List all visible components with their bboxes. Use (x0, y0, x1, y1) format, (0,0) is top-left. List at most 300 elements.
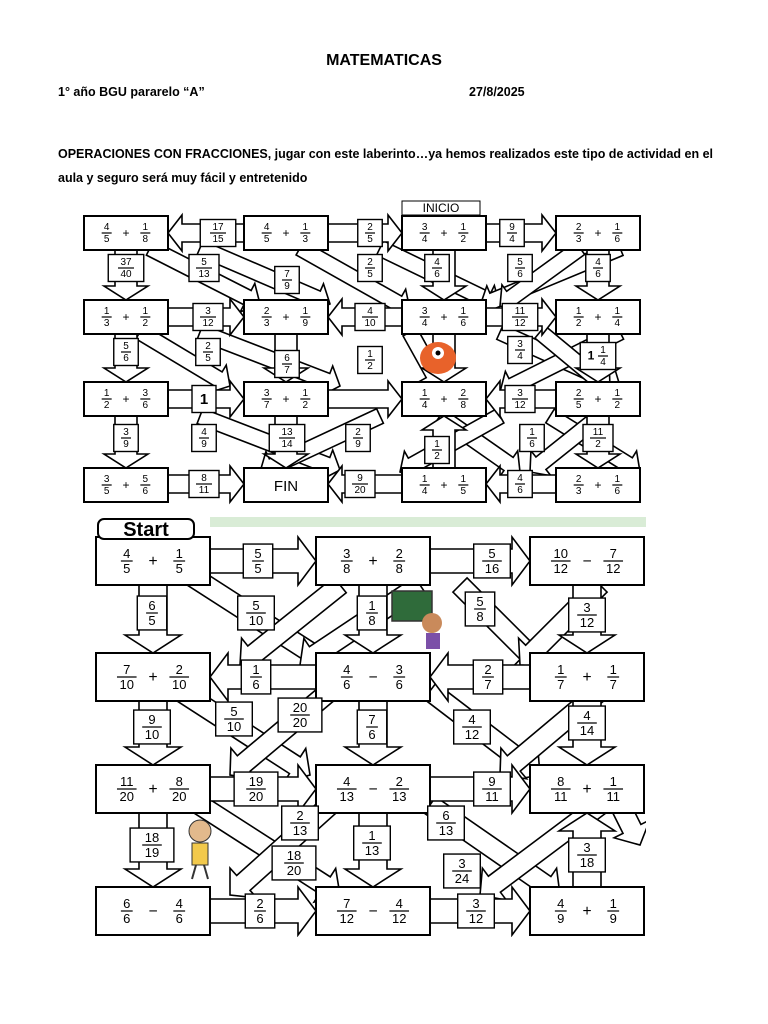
denominator: 6 (142, 486, 149, 497)
denominator: 12 (202, 318, 214, 329)
operator-sign: + (440, 477, 448, 492)
denominator: 13 (364, 843, 380, 858)
denominator: 13 (339, 789, 355, 804)
numerator: 3 (517, 339, 523, 350)
numerator: 3 (583, 840, 591, 855)
numerator: 4 (175, 896, 183, 911)
answer-box (238, 596, 275, 630)
denominator: 2 (595, 439, 601, 450)
answer-box (216, 702, 253, 736)
numerator: 1 (368, 598, 376, 613)
student-leg (192, 865, 196, 879)
operator-sign: + (440, 309, 448, 324)
date-label: 27/8/2025 (469, 85, 525, 99)
operation-box (96, 887, 210, 935)
operation-box (84, 216, 168, 250)
answer-value: 1 (199, 391, 209, 408)
denominator: 8 (142, 234, 149, 245)
operation-box (316, 653, 430, 701)
start-label: Start (123, 519, 169, 541)
numerator: 1 (609, 662, 617, 677)
answer-box (137, 596, 166, 630)
denominator: 10 (171, 677, 187, 692)
numerator: 1 (529, 427, 535, 438)
numerator: 4 (517, 473, 523, 484)
operation-box (84, 300, 168, 334)
denominator: 5 (263, 234, 270, 245)
answer-box (444, 854, 481, 888)
denominator: 8 (460, 400, 467, 411)
answer-box (200, 220, 236, 247)
denominator: 20 (292, 715, 308, 730)
answer-box (454, 710, 491, 744)
answer-box (282, 806, 319, 840)
answer-box (345, 471, 375, 498)
numerator: 5 (142, 474, 149, 485)
denominator: 18 (579, 855, 595, 870)
numerator: 4 (343, 774, 351, 789)
denominator: 12 (464, 727, 480, 742)
answer-box (278, 698, 322, 732)
denominator: 12 (553, 561, 569, 576)
numerator: 1 (142, 222, 149, 233)
numerator: 5 (488, 546, 496, 561)
denominator: 4 (614, 318, 621, 329)
answer-box (473, 660, 502, 694)
numerator: 2 (460, 388, 467, 399)
numerator: 5 (476, 594, 484, 609)
denominator: 10 (144, 727, 160, 742)
operator-sign: + (440, 225, 448, 240)
operator-sign: − (582, 552, 592, 570)
numerator: 8 (175, 774, 183, 789)
denominator: 10 (119, 677, 135, 692)
denominator: 8 (343, 561, 351, 576)
answer-box (508, 337, 533, 364)
answer-box (580, 343, 616, 370)
answer-box (192, 386, 216, 413)
denominator: 9 (557, 911, 565, 926)
denominator: 11 (554, 789, 568, 804)
numerator: 1 (434, 439, 440, 450)
answer-box (502, 304, 538, 331)
denominator: 7 (609, 677, 617, 692)
denominator: 6 (123, 353, 129, 364)
answer-box (192, 425, 217, 452)
numerator: 1 (302, 388, 309, 399)
numerator: 3 (517, 388, 523, 399)
operation-box (402, 382, 486, 416)
numerator: 5 (517, 257, 523, 268)
numerator: 3 (205, 306, 211, 317)
numerator: 2 (355, 427, 361, 438)
denominator: 10 (364, 318, 376, 329)
denominator: 9 (302, 318, 309, 329)
instructions-text: OPERACIONES CON FRACCIONES, jugar con este laberinto…ya hemos realizados este tipo de actividad en el aula y seguro será muy fácil y entretenido (58, 147, 714, 185)
denominator: 4 (509, 234, 515, 245)
numerator: 10 (553, 546, 569, 561)
numerator: 1 (421, 388, 428, 399)
numerator: 7 (284, 269, 290, 280)
numerator: 5 (230, 704, 238, 719)
denominator: 5 (367, 269, 373, 280)
numerator: 4 (468, 712, 476, 727)
answer-box (425, 437, 450, 464)
answer-box (569, 838, 606, 872)
answer-box (358, 220, 383, 247)
answer-box (358, 255, 383, 282)
course-label: 1° año BGU pararelo “A” (58, 85, 205, 99)
teacher-body (426, 633, 440, 649)
operator-sign: − (368, 902, 378, 920)
denominator: 4 (421, 400, 428, 411)
student-leg (204, 865, 208, 879)
operation-box (96, 653, 210, 701)
denominator: 6 (434, 269, 440, 280)
denominator: 12 (579, 615, 595, 630)
denominator: 14 (281, 439, 293, 450)
numerator: 13 (281, 427, 293, 438)
operation-box (402, 216, 486, 250)
answer-box (569, 706, 606, 740)
answer-box (272, 846, 316, 880)
answer-box (108, 255, 144, 282)
operation-box (96, 537, 210, 585)
numerator: 8 (557, 774, 565, 789)
numerator: 19 (248, 774, 264, 789)
answer-box (583, 425, 613, 452)
operator-sign: − (368, 668, 378, 686)
denominator: 6 (142, 400, 149, 411)
finish-box (244, 468, 328, 502)
denominator: 5 (175, 561, 183, 576)
answer-box (355, 304, 385, 331)
operation-box (530, 537, 644, 585)
operator-sign: + (282, 309, 290, 324)
numerator: 2 (367, 222, 373, 233)
numerator: 4 (367, 306, 373, 317)
denominator: 3 (263, 318, 270, 329)
denominator: 3 (103, 318, 110, 329)
operator-sign: + (148, 668, 158, 686)
denominator: 13 (198, 269, 210, 280)
denominator: 2 (142, 318, 149, 329)
numerator: 2 (175, 662, 183, 677)
denominator: 16 (484, 561, 500, 576)
operation-box (530, 765, 644, 813)
denominator: 2 (367, 361, 373, 372)
numerator: 3 (395, 662, 403, 677)
numerator: 2 (575, 388, 582, 399)
denominator: 12 (339, 911, 355, 926)
answer-box (358, 347, 383, 374)
numerator: 4 (103, 222, 110, 233)
answer-box (474, 544, 511, 578)
operator-sign: + (594, 225, 602, 240)
denominator: 2 (614, 400, 621, 411)
denominator: 6 (517, 485, 523, 496)
denominator: 8 (395, 561, 403, 576)
numerator: 2 (575, 474, 582, 485)
numerator: 3 (142, 388, 149, 399)
numerator: 9 (357, 473, 363, 484)
denominator: 7 (263, 400, 270, 411)
finish-label: FIN (273, 478, 299, 495)
numerator: 3 (343, 546, 351, 561)
operation-box (244, 300, 328, 334)
denominator: 10 (226, 719, 242, 734)
denominator: 9 (284, 281, 290, 292)
numerator: 3 (103, 474, 110, 485)
answer-box (134, 710, 171, 744)
denominator: 6 (256, 911, 264, 926)
answer-box (114, 425, 139, 452)
answer-box (586, 255, 611, 282)
operator-sign: + (148, 552, 158, 570)
operator-sign: + (594, 477, 602, 492)
denominator: 6 (614, 234, 621, 245)
denominator: 12 (468, 911, 484, 926)
denominator: 5 (575, 400, 582, 411)
start-label: INICIO (422, 201, 460, 215)
answer-box (346, 425, 371, 452)
numerator: 2 (296, 808, 304, 823)
teacher-head (422, 613, 442, 633)
numerator: 1 (600, 345, 606, 356)
denominator: 7 (557, 677, 565, 692)
numerator: 7 (368, 712, 376, 727)
operator-sign: + (582, 668, 592, 686)
answer-box (428, 806, 465, 840)
denominator: 6 (529, 439, 535, 450)
numerator: 1 (614, 388, 621, 399)
numerator: 1 (302, 306, 309, 317)
teacher-chalkboard-icon (392, 591, 442, 649)
operator-sign: + (122, 391, 130, 406)
operation-box (316, 537, 430, 585)
numerator: 37 (120, 257, 132, 268)
denominator: 10 (248, 613, 264, 628)
start-label-box (402, 201, 480, 215)
numerator: 1 (252, 662, 260, 677)
denominator: 4 (421, 234, 428, 245)
denominator: 2 (434, 451, 440, 462)
denominator: 11 (198, 485, 210, 496)
denominator: 9 (609, 911, 617, 926)
denominator: 9 (123, 439, 129, 450)
operator-sign: + (440, 391, 448, 406)
numerator: 1 (302, 222, 309, 233)
denominator: 12 (514, 400, 526, 411)
student-head (189, 820, 211, 842)
numerator: 9 (488, 774, 496, 789)
answer-box (357, 596, 386, 630)
answer-box (269, 425, 305, 452)
numerator: 18 (286, 848, 302, 863)
operation-box (556, 468, 640, 502)
denominator: 6 (517, 269, 523, 280)
numerator: 2 (484, 662, 492, 677)
numerator: 1 (103, 388, 110, 399)
answer-box (465, 592, 494, 626)
numerator: 1 (460, 306, 467, 317)
denominator: 20 (119, 789, 135, 804)
fraction-maze-inicio (80, 200, 644, 508)
numerator: 4 (395, 896, 403, 911)
answer-box (234, 772, 278, 806)
denominator: 6 (123, 911, 131, 926)
numerator: 1 (103, 306, 110, 317)
numerator: 4 (434, 257, 440, 268)
operator-sign: + (594, 309, 602, 324)
answer-box (275, 351, 300, 378)
denominator: 5 (254, 561, 262, 576)
numerator: 1 (368, 828, 376, 843)
operator-sign: + (582, 902, 592, 920)
numerator: 7 (343, 896, 351, 911)
denominator: 13 (292, 823, 308, 838)
operation-box (316, 765, 430, 813)
denominator: 40 (120, 269, 132, 280)
numerator: 5 (252, 598, 260, 613)
denominator: 6 (460, 318, 467, 329)
denominator: 5 (148, 613, 156, 628)
numerator: 5 (123, 341, 129, 352)
denominator: 14 (579, 723, 595, 738)
denominator: 12 (605, 561, 621, 576)
numerator: 1 (609, 896, 617, 911)
numerator: 11 (514, 306, 526, 317)
denominator: 24 (454, 871, 470, 886)
denominator: 5 (103, 486, 110, 497)
answer-box (354, 826, 391, 860)
numerator: 1 (460, 222, 467, 233)
denominator: 8 (368, 613, 376, 628)
numerator: 3 (458, 856, 466, 871)
answer-box (189, 471, 219, 498)
denominator: 5 (123, 561, 131, 576)
denominator: 4 (421, 486, 428, 497)
operation-box (244, 382, 328, 416)
operation-box (402, 468, 486, 502)
denominator: 15 (212, 234, 224, 245)
numerator: 2 (205, 341, 211, 352)
denominator: 6 (595, 269, 601, 280)
numerator: 5 (201, 257, 207, 268)
denominator: 2 (575, 318, 582, 329)
denominator: 5 (103, 234, 110, 245)
answer-box (458, 894, 495, 928)
numerator: 1 (421, 474, 428, 485)
student-body (192, 843, 208, 865)
operation-box (96, 765, 210, 813)
operation-box (84, 382, 168, 416)
answer-box (130, 828, 174, 862)
denominator: 2 (460, 234, 467, 245)
numerator: 8 (201, 473, 207, 484)
numerator: 9 (148, 712, 156, 727)
answer-box (196, 339, 221, 366)
denominator: 12 (514, 318, 526, 329)
denominator: 13 (391, 789, 407, 804)
numerator: 1 (614, 306, 621, 317)
operator-sign: + (582, 780, 592, 798)
operation-box (530, 887, 644, 935)
numerator: 7 (123, 662, 131, 677)
numerator: 4 (263, 222, 270, 233)
start-banner (98, 519, 194, 541)
numerator: 1 (609, 774, 617, 789)
denominator: 3 (302, 234, 309, 245)
denominator: 7 (484, 677, 492, 692)
answer-box (357, 710, 386, 744)
operator-sign: + (122, 477, 130, 492)
denominator: 13 (438, 823, 454, 838)
numerator: 9 (509, 222, 515, 233)
denominator: 4 (517, 351, 523, 362)
decorative-banner-strip (210, 517, 646, 527)
numerator: 11 (120, 774, 134, 789)
numerator: 1 (614, 474, 621, 485)
monster-icon (420, 342, 456, 374)
operator-sign: + (368, 552, 378, 570)
answer-box (474, 772, 511, 806)
numerator: 2 (256, 896, 264, 911)
numerator: 18 (144, 830, 160, 845)
numerator: 3 (421, 222, 428, 233)
denominator: 6 (614, 486, 621, 497)
numerator: 4 (583, 708, 591, 723)
operation-box (556, 382, 640, 416)
denominator: 5 (367, 234, 373, 245)
numerator: 4 (201, 427, 207, 438)
denominator: 4 (600, 357, 606, 368)
numerator: 1 (557, 662, 565, 677)
answer-box (189, 255, 219, 282)
denominator: 3 (575, 234, 582, 245)
answer-box (245, 894, 274, 928)
numerator: 1 (614, 222, 621, 233)
operator-sign: + (122, 309, 130, 324)
operation-box (556, 300, 640, 334)
denominator: 2 (302, 400, 309, 411)
denominator: 20 (286, 863, 302, 878)
numerator: 3 (263, 388, 270, 399)
numerator: 11 (592, 427, 604, 438)
denominator: 11 (606, 789, 620, 804)
denominator: 11 (485, 789, 499, 804)
numerator: 2 (395, 774, 403, 789)
numerator: 2 (367, 257, 373, 268)
numerator: 6 (442, 808, 450, 823)
answer-box (275, 267, 300, 294)
denominator: 6 (175, 911, 183, 926)
denominator: 12 (391, 911, 407, 926)
operator-sign: − (368, 780, 378, 798)
numerator: 2 (263, 306, 270, 317)
denominator: 3 (575, 486, 582, 497)
answer-box (505, 386, 535, 413)
denominator: 20 (248, 789, 264, 804)
denominator: 2 (103, 400, 110, 411)
numerator: 6 (148, 598, 156, 613)
denominator: 5 (460, 486, 467, 497)
operator-sign: + (594, 391, 602, 406)
operation-box (244, 216, 328, 250)
numerator: 4 (557, 896, 565, 911)
denominator: 4 (421, 318, 428, 329)
page-title: MATEMATICAS (326, 52, 442, 69)
